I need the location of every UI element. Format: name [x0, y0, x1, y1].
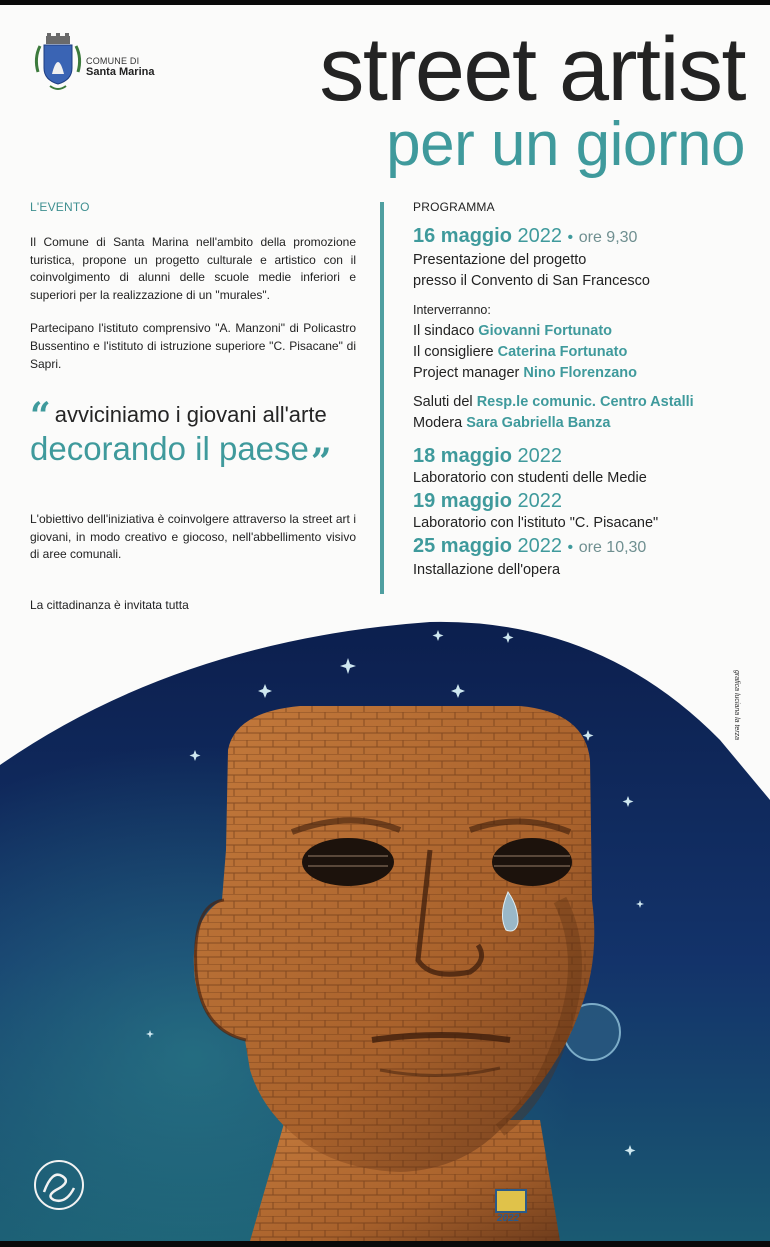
open-quote-icon: “	[30, 395, 51, 438]
speaker-role: Il sindaco	[413, 323, 475, 339]
bullet-icon: •	[567, 229, 574, 246]
bullet-icon: •	[567, 539, 574, 556]
close-quote-icon: ”	[310, 441, 332, 484]
date-day-4	[413, 534, 763, 560]
comune-label: COMUNE DI	[86, 56, 140, 66]
poster-title: street artist	[319, 20, 745, 120]
greeting-name: Resp.le comunic. Centro Astalli	[476, 394, 694, 410]
speaker-name: Giovanni Fortunato	[478, 323, 613, 339]
moderator-role: Modera	[413, 415, 463, 431]
bottom-border	[0, 1241, 770, 1247]
speaker-role: Project manager	[413, 365, 520, 381]
day-3-line-1: Laboratorio con l'istituto "C. Pisacane"	[413, 515, 659, 531]
moderator-line	[413, 413, 763, 434]
top-border	[0, 0, 770, 5]
slogan-line-2	[30, 430, 356, 484]
invitation-line: La cittadinanza è invitata tutta	[30, 597, 189, 612]
greeting-role: Saluti del	[413, 394, 473, 410]
poster-subtitle: per un giorno	[386, 110, 745, 179]
date-day-1	[413, 224, 763, 250]
date-day-3	[413, 489, 763, 513]
wall-year-sign: 2022	[497, 1213, 520, 1224]
day-4-line-1: Installazione dell'opera	[413, 562, 561, 578]
column-divider	[380, 202, 384, 594]
day-1-line-2: presso il Convento di San Francesco	[413, 273, 650, 289]
date-day-2-date: 18 maggio	[413, 445, 512, 467]
moderator-name: Sara Gabriella Banza	[466, 415, 611, 431]
slogan-line-1	[30, 395, 356, 438]
speaker-councillor	[413, 342, 763, 363]
program-heading: PROGRAMMA	[413, 200, 495, 214]
date-day-4-year: 2022	[517, 535, 562, 557]
slogan-line-2-text: decorando il paese	[30, 430, 309, 468]
event-paragraph-3: L'obiettivo dell'iniziativa è coinvolgere attraverso la street art i giovani, in modo creativo e giocoso, nell'abbellimento visivo di aree comunali.	[30, 512, 356, 562]
artist-logo-icon	[32, 1158, 86, 1212]
graphic-credit: grafica luciana la terza	[733, 670, 740, 741]
event-heading: L'EVENTO	[30, 200, 90, 214]
day-2-line-1: Laboratorio con studenti delle Medie	[413, 470, 647, 486]
speaker-project-manager	[413, 363, 763, 384]
brick-head-illustration	[0, 597, 770, 1241]
date-day-4-date: 25 maggio	[413, 535, 512, 557]
speaker-name: Nino Florenzano	[523, 365, 638, 381]
event-column	[30, 200, 356, 612]
speaker-name: Caterina Fortunato	[497, 344, 628, 360]
date-day-2	[413, 444, 763, 468]
comune-name: Santa Marina	[86, 66, 155, 78]
municipal-crest-icon	[32, 32, 84, 96]
event-paragraph-1: Il Comune di Santa Marina nell'ambito della promozione turistica, propone un progetto culturale e artistico con il coinvolgimento di alunni delle scuole medie inferiori e superiori per la realizzazione di un "murales".	[30, 235, 356, 302]
date-day-3-year: 2022	[517, 490, 562, 512]
event-paragraph-2: Partecipano l'istituto comprensivo "A. Manzoni" di Policastro Bussentino e l'istituto di istruzione superiore "C. Pisacane" di Sapri.	[30, 321, 356, 371]
speaker-role: Il consigliere	[413, 344, 494, 360]
day-1-line-1: Presentazione del progetto	[413, 252, 587, 268]
date-day-1-date: 16 maggio	[413, 225, 512, 247]
date-day-4-time: ore 10,30	[578, 539, 647, 556]
program-column	[413, 200, 763, 581]
date-day-1-year: 2022	[517, 225, 562, 247]
date-day-3-date: 19 maggio	[413, 490, 512, 512]
slogan-line-1-text: avviciniamo i giovani all'arte	[54, 402, 327, 428]
speaker-mayor	[413, 321, 763, 342]
date-day-1-time: ore 9,30	[578, 229, 638, 246]
greetings-line	[413, 392, 763, 413]
speakers-intro: Interverranno:	[413, 303, 491, 317]
date-day-2-year: 2022	[517, 445, 562, 467]
slogan-quote	[30, 395, 356, 484]
